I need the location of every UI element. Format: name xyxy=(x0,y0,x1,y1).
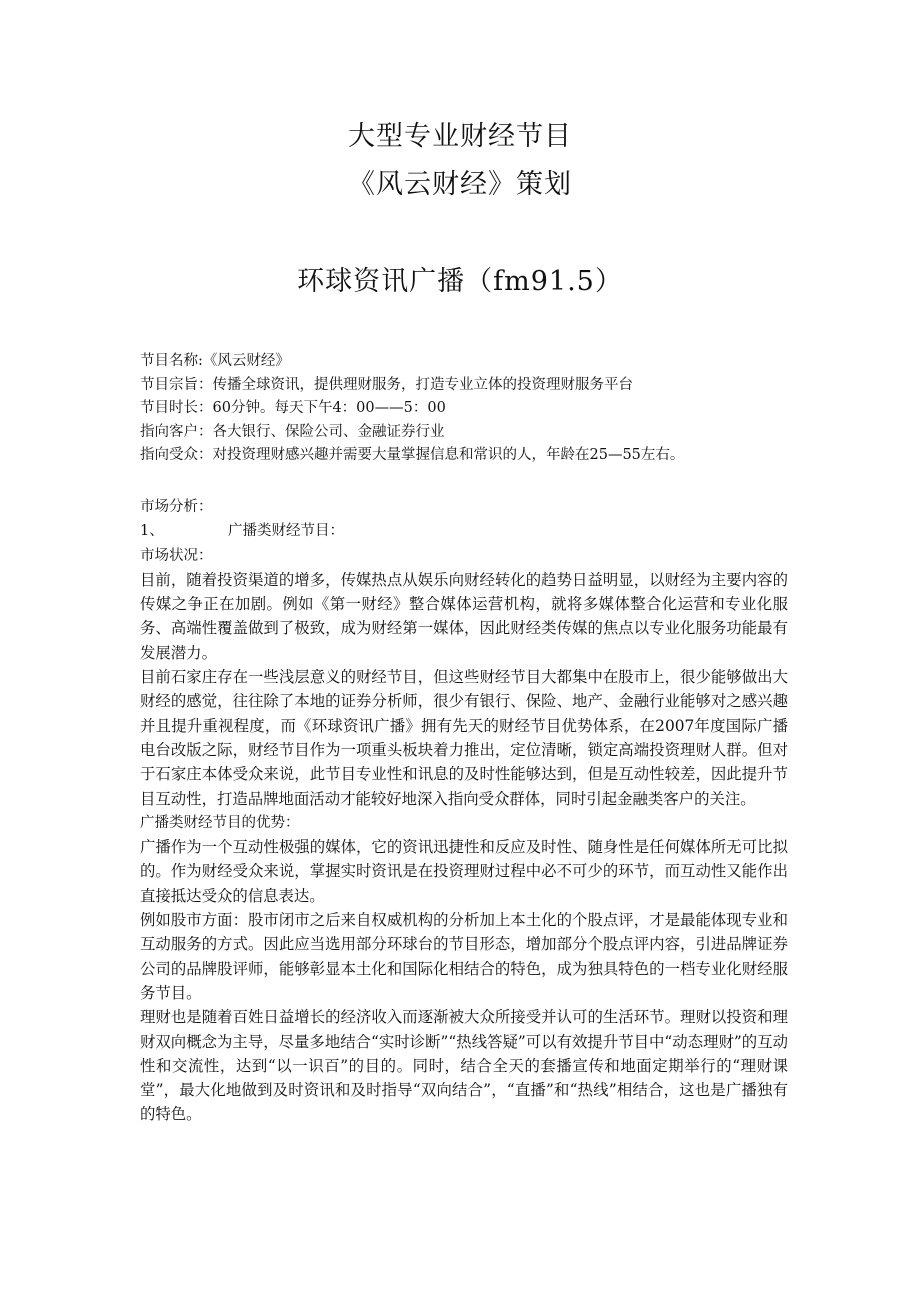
list-item-label: 广播类财经节目： xyxy=(228,523,344,540)
paragraph: 目前石家庄存在一些浅层意义的财经节目，但这些财经节目大都集中在股市上，很少能够做出大财经的感觉，往往除了本地的证券分析师，很少有银行、保险、地产、金融行业能够对之感兴趣并且提升重视程度，而《环球资讯广播》拥有先天的财经节目优势体系，在2007年度国际广播电台改版之际，财经节目作为一项重头板块着力推出，定位清晰，锁定高端投资理财人群。但对于石家庄本体受众来说，此节目专业性和讯息的及时性能够达到，但是互动性较差，因此提升节目互动性，打造品牌地面活动才能较好地深入指向受众群体，同时引起金融类客户的关注。 xyxy=(140,668,788,808)
list-item xyxy=(140,519,788,543)
title-main: 大型专业财经节目 xyxy=(348,121,572,152)
body-text xyxy=(140,495,788,1127)
section-heading: 市场分析： xyxy=(140,499,213,515)
title-station: 环球资讯广播（fm91.5） xyxy=(297,266,623,297)
status-heading: 市场状况： xyxy=(140,547,213,564)
info-program-duration: 节目时长：60分钟。每天下午4：00——5：00 xyxy=(140,400,446,416)
paragraph: 理财也是随着百姓日益增长的经济收入而逐渐被大众所接受并认可的生活环节。理财以投资和理财双向概念为主导，尽量多地结合“实时诊断”“热线答疑”可以有效提升节目中“动态理财”的互动性和交流性，达到“以一识百”的目的。同时，结合全天的套播宣传和地面定期举行的“理财课堂”，最大化地做到及时资讯和及时指导“双向结合”，“直播”和“热线”相结合，这也是广播独有的特色。 xyxy=(140,1008,788,1124)
list-item-number: 1、 xyxy=(140,523,164,540)
info-program-name: 节目名称:《风云财经》 xyxy=(140,353,290,369)
paragraph: 目前，随着投资渠道的增多，传媒热点从娱乐向财经转化的趋势日益明显，以财经为主要内容的传媒之争正在加剧。例如《第一财经》整合媒体运营机构，就将多媒体整合化运营和专业化服务、高端性覆盖做到了极致，成为财经第一媒体，因此财经类传媒的焦点以专业化服务功能最有发展潜力。 xyxy=(140,570,788,662)
info-program-purpose: 节目宗旨：传播全球资讯，提供理财服务，打造专业立体的投资理财服务平台 xyxy=(140,376,633,393)
title-program: 《风云财经》策划 xyxy=(348,169,572,200)
program-info xyxy=(140,350,800,468)
advantage-heading: 广播类财经节目的优势： xyxy=(140,814,300,831)
paragraph: 例如股市方面：股市闭市之后来自权威机构的分析加上本土化的个股点评，才是最能体现专业和互动服务的方式。因此应当选用部分环球台的节目形态，增加部分个股点评内容，引进品牌证券公司的品牌股评师，能够彰显本土化和国际化相结合的特色，成为独具特色的一档专业化财经服务节目。 xyxy=(140,911,788,1002)
info-target-clients: 指向客户：各大银行、保险公司、金融证券行业 xyxy=(140,423,445,440)
info-target-audience: 指向受众：对投资理财感兴趣并需要大量掌握信息和常识的人，年龄在25—55左右。 xyxy=(140,447,685,463)
paragraph: 广播作为一个互动性极强的媒体，它的资讯迅捷性和反应及时性、随身性是任何媒体所无可比拟的。作为财经受众来说，掌握实时资讯是在投资理财过程中必不可少的环节，而互动性又能作出直接抵达受众的信息表达。 xyxy=(140,838,788,905)
